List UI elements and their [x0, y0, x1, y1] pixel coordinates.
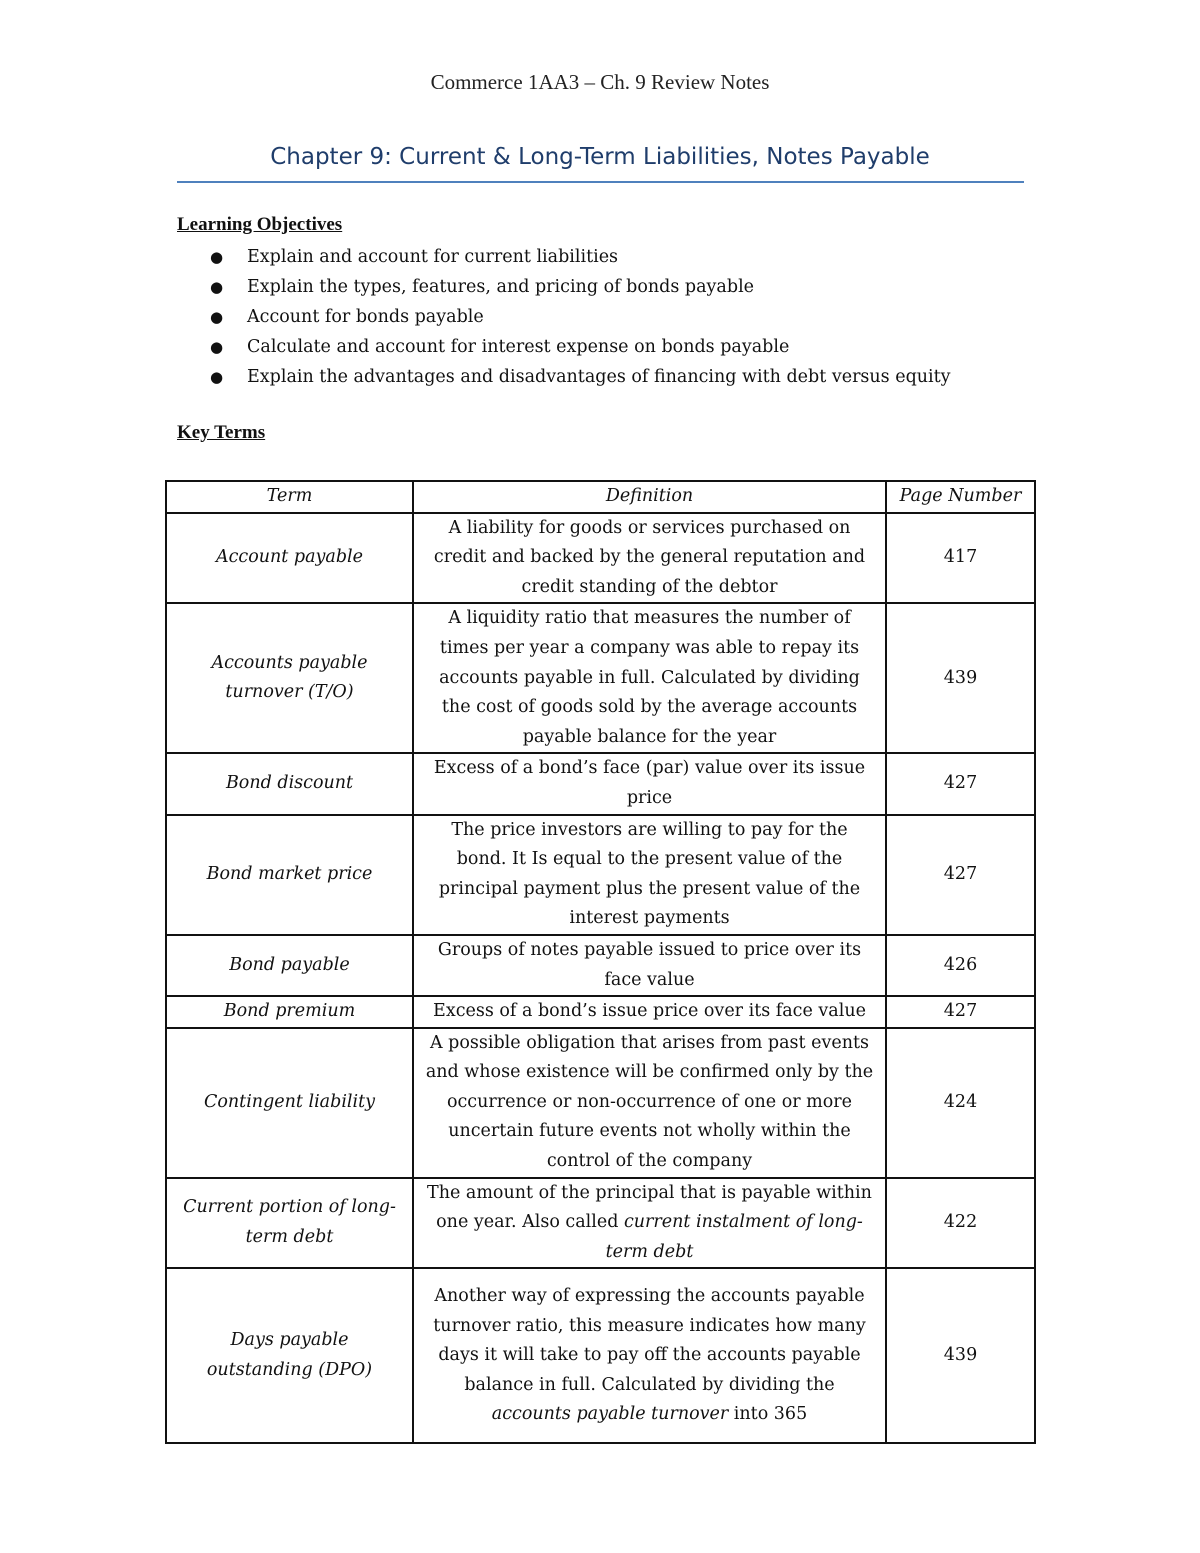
- learning-objectives-list: [177, 242, 951, 392]
- table-row: [166, 935, 1035, 996]
- definition-cell: Groups of notes payable issued to price over its face value: [413, 935, 886, 996]
- table-row: [166, 996, 1035, 1028]
- objective-item: ● Calculate and account for interest expense on bonds payable: [177, 332, 951, 362]
- table-row: [166, 1178, 1035, 1269]
- definition-cell: A liability for goods or services purchased on credit and backed by the general reputation and credit standing of the debtor: [413, 513, 886, 604]
- column-header-term: Term: [166, 481, 413, 513]
- term-cell: Bond premium: [166, 996, 413, 1028]
- term-cell: Bond discount: [166, 753, 413, 814]
- table-row: [166, 753, 1035, 814]
- table-header-row: [166, 481, 1035, 513]
- key-terms-table: [165, 480, 1036, 1444]
- definition-cell: Excess of a bond’s face (par) value over its issue price: [413, 753, 886, 814]
- bullet-icon: ●: [210, 308, 224, 326]
- objective-item: ● Explain and account for current liabilities: [177, 242, 951, 272]
- term-cell: Contingent liability: [166, 1028, 413, 1178]
- italic-term: current instalment of long-term debt: [605, 1212, 863, 1262]
- page-number-cell: 439: [886, 1268, 1035, 1443]
- column-header-definition: Definition: [413, 481, 886, 513]
- learning-objectives-heading: Learning Objectives: [177, 214, 343, 235]
- page-number-cell: 439: [886, 603, 1035, 753]
- definition-cell: Another way of expressing the accounts payable turnover ratio, this measure indicates how many days it will take to pay off the accounts payable balance in full. Calculated by dividing the accounts payable turnover into 365: [413, 1268, 886, 1443]
- definition-cell: A possible obligation that arises from past events and whose existence will be confirmed only by the occurrence or non-occurrence of one or more uncertain future events not wholly within the control of the company: [413, 1028, 886, 1178]
- bullet-icon: ●: [210, 278, 224, 296]
- table-row: [166, 1268, 1035, 1443]
- bullet-icon: ●: [210, 368, 224, 386]
- table-row: [166, 1028, 1035, 1178]
- term-cell: Account payable: [166, 513, 413, 604]
- page-number-cell: 426: [886, 935, 1035, 996]
- term-cell: Bond payable: [166, 935, 413, 996]
- term-cell: Days payable outstanding (DPO): [166, 1268, 413, 1443]
- objective-item: ● Account for bonds payable: [177, 302, 951, 332]
- page-number-cell: 422: [886, 1178, 1035, 1269]
- italic-term: accounts payable turnover: [491, 1404, 729, 1425]
- table-row: [166, 513, 1035, 604]
- page-number-cell: 427: [886, 996, 1035, 1028]
- definition-cell: A liquidity ratio that measures the number of times per year a company was able to repay its accounts payable in full. Calculated by dividing the cost of goods sold by the average accounts payable balance for the year: [413, 603, 886, 753]
- definition-cell: The amount of the principal that is payable within one year. Also called current instalment of long-term debt: [413, 1178, 886, 1269]
- bullet-icon: ●: [210, 248, 224, 266]
- page-number-cell: 424: [886, 1028, 1035, 1178]
- page-number-cell: 427: [886, 753, 1035, 814]
- title-underline-rule: [177, 181, 1024, 183]
- definition-cell: Excess of a bond’s issue price over its face value: [413, 996, 886, 1028]
- bullet-icon: ●: [210, 338, 224, 356]
- definition-cell: The price investors are willing to pay for the bond. It Is equal to the present value of the principal payment plus the present value of the interest payments: [413, 815, 886, 935]
- page-number-cell: 427: [886, 815, 1035, 935]
- key-terms-heading: Key Terms: [177, 422, 266, 443]
- objective-item: ● Explain the advantages and disadvantages of financing with debt versus equity: [177, 362, 951, 392]
- table-row: [166, 815, 1035, 935]
- column-header-page-number: Page Number: [886, 481, 1035, 513]
- page-number-cell: 417: [886, 513, 1035, 604]
- table-row: [166, 603, 1035, 753]
- term-cell: Accounts payable turnover (T/O): [166, 603, 413, 753]
- document-header: Commerce 1AA3 – Ch. 9 Review Notes: [430, 70, 770, 94]
- term-cell: Bond market price: [166, 815, 413, 935]
- objective-item: ● Explain the types, features, and pricing of bonds payable: [177, 272, 951, 302]
- chapter-title: Chapter 9: Current & Long-Term Liabilities, Notes Payable: [270, 144, 930, 170]
- term-cell: Current portion of long-term debt: [166, 1178, 413, 1269]
